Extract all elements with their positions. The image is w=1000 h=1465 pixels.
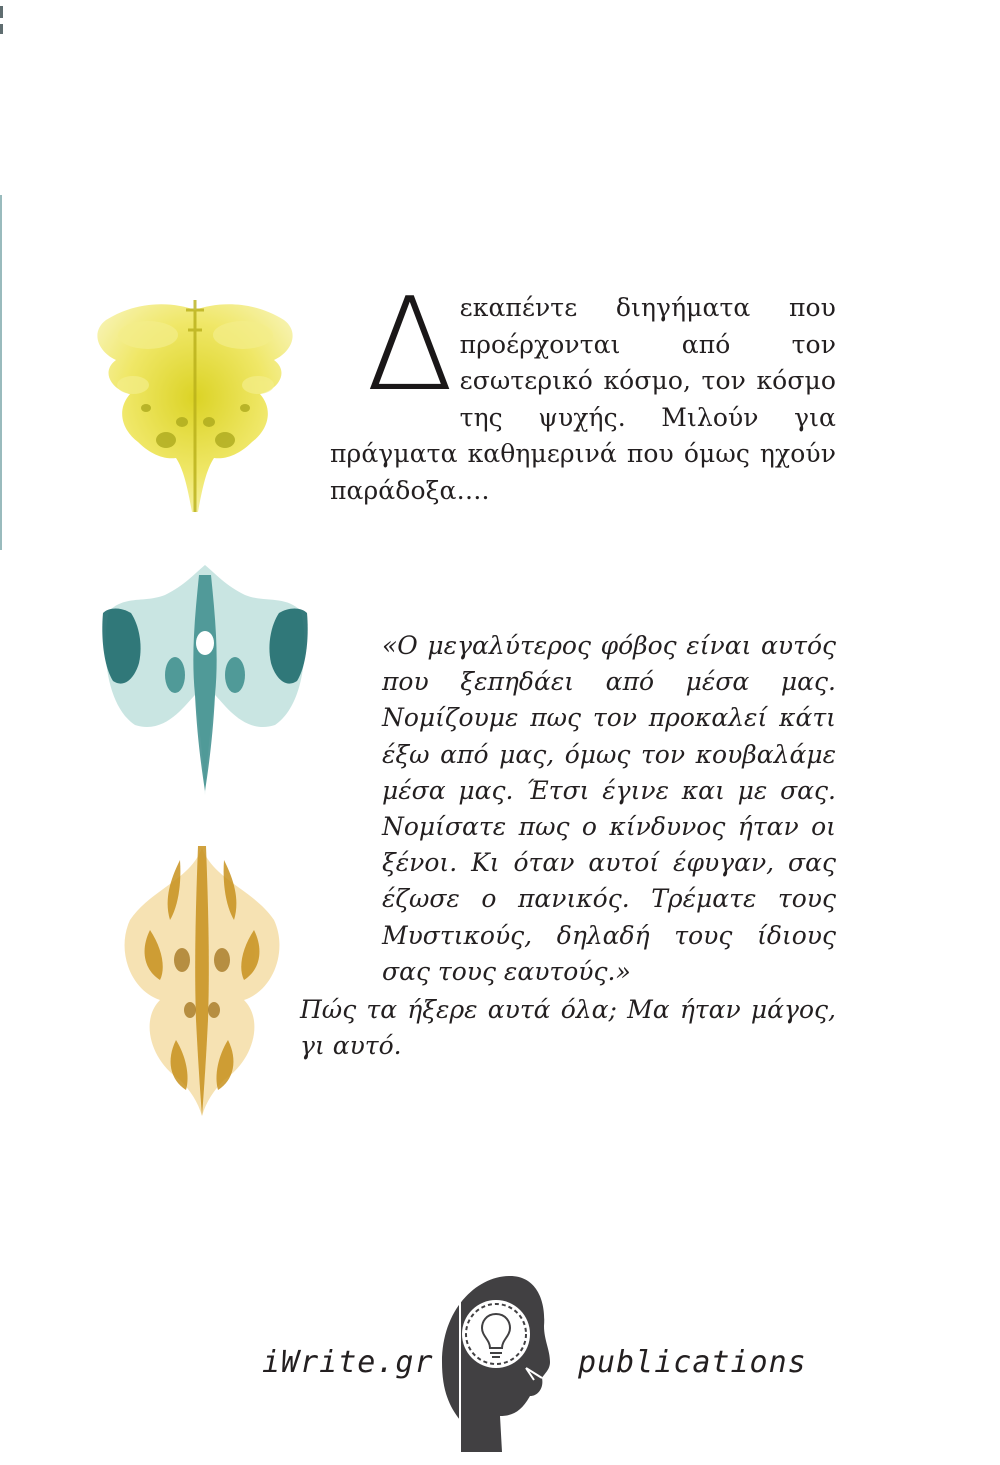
intro-paragraph xyxy=(330,271,836,509)
amber-inkblot-image xyxy=(110,840,295,1120)
head-lightbulb-icon xyxy=(440,1270,550,1452)
quote-text: «Ο μεγαλύτερος φόβος είναι αυτός που ξεπηδάει από μέσα μας. Νομίζουμε πως τον προκαλεί κάτι έξω από μας, όμως τον κουβαλάμε μέσα μας. Έτσι έγινε και με σας. Νομίσατε πως ο κίνδυνος ήταν οι ξένοι. Κι όταν αυτοί έφυγαν, σας έζωσε ο πανικός. Τρέματε τους Μυστικούς, δηλαδή τους ίδιους σας τους εαυτούς.» xyxy=(382,631,836,986)
crop-mark xyxy=(0,24,3,34)
yellow-inkblot-image xyxy=(78,290,313,520)
intro-text: εκαπέντε διηγήματα που προέρχονται από τον εσωτερικό κόσμο, τον κόσμο της ψυχής. Μιλούν για πράγματα καθημερινά που όμως ηχούν παράδοξα…. xyxy=(330,293,836,505)
publisher-label: publications xyxy=(578,1345,807,1380)
crop-mark xyxy=(0,6,3,18)
teal-inkblot-image xyxy=(95,555,315,800)
quote-block xyxy=(300,628,836,1064)
quote-closing: Πώς τα ήξερε αυτά όλα; Μα ήταν μάγος, γι αυτό. xyxy=(300,995,836,1061)
drop-cap: Δ xyxy=(366,271,454,420)
publisher-site: iWrite.gr xyxy=(262,1345,434,1380)
spine-edge xyxy=(0,195,2,550)
